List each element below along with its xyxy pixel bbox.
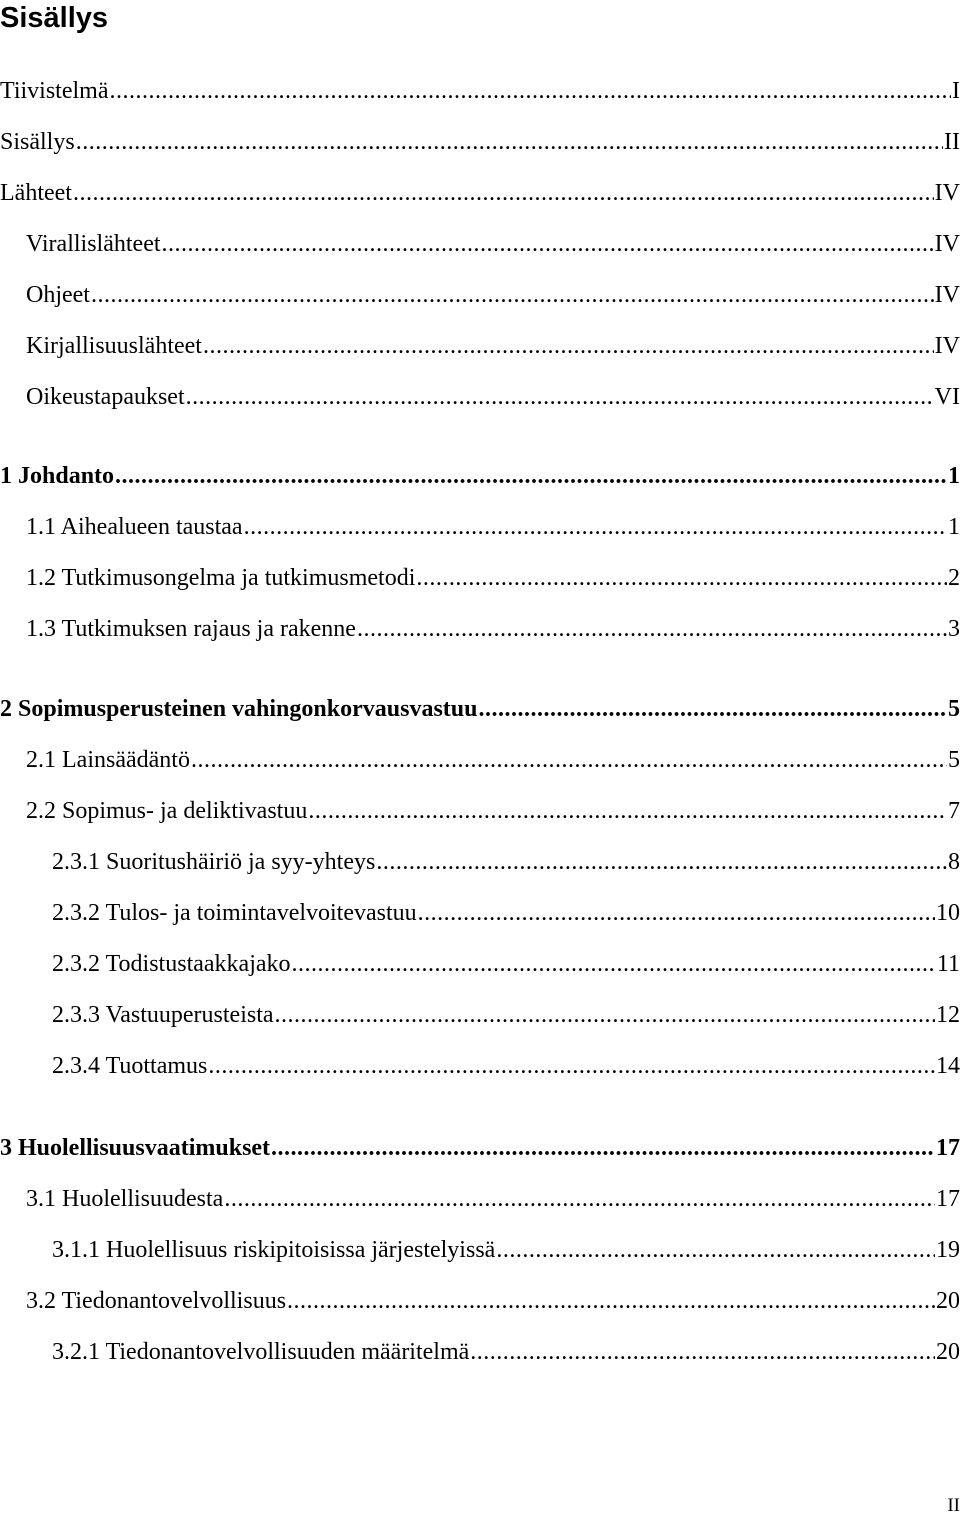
toc-leader	[470, 1335, 935, 1369]
toc-leader	[308, 794, 947, 828]
toc-entry-title: 2.3.2 Tulos- ja toimintavelvoitevastuu	[52, 900, 417, 926]
toc-entry-title: Virallislähteet	[26, 231, 161, 257]
toc-leader	[76, 125, 943, 159]
toc-entry-johdanto[interactable]	[0, 459, 960, 493]
toc-entry-title: 2.3.4 Tuottamus	[52, 1053, 208, 1079]
toc-entry-title: 2.1 Lainsäädäntö	[26, 747, 190, 773]
toc-entry-title: 2 Sopimusperusteinen vahingonkorvausvastuu	[0, 696, 478, 722]
toc-entry-title: 3.2 Tiedonantovelvollisuus	[26, 1288, 287, 1314]
toc-entry-tiedonantovelvollisuuden-maaritelma[interactable]	[52, 1335, 960, 1369]
toc-entry-title: Lähteet	[0, 180, 72, 206]
toc-entry-title: Ohjeet	[26, 282, 90, 308]
toc-entry-page: 19	[936, 1237, 960, 1263]
toc-entry-page: 2	[948, 565, 960, 591]
toc-leader	[275, 998, 935, 1032]
toc-entry-riskipitoisissa[interactable]	[52, 1233, 960, 1267]
toc-entry-sopimus-ja-deliktivastuu[interactable]	[26, 794, 960, 828]
toc-entry-sisallys[interactable]	[0, 125, 960, 159]
toc-entry-title: 1.3 Tutkimuksen rajaus ja rakenne	[26, 616, 356, 642]
toc-entry-kirjallisuuslahteet[interactable]	[26, 329, 960, 363]
toc-entry-virallislahteet[interactable]	[26, 227, 960, 261]
toc-entry-tiivistelma[interactable]	[0, 74, 960, 108]
toc-entry-page: 5	[948, 747, 960, 773]
toc-leader	[91, 278, 934, 312]
toc-entry-page: IV	[934, 333, 960, 359]
toc-entry-page: 11	[936, 951, 960, 977]
toc-entry-page: VI	[934, 384, 960, 410]
toc-leader	[186, 380, 934, 414]
toc-entry-page: II	[944, 129, 960, 155]
toc-entry-page: 1	[948, 514, 960, 540]
toc-entry-title: 2.3.3 Vastuuperusteista	[52, 1002, 274, 1028]
toc-entry-title: 1.2 Tutkimusongelma ja tutkimusmetodi	[26, 565, 416, 591]
toc-entry-title: Tiivistelmä	[0, 78, 109, 104]
toc-leader	[203, 329, 934, 363]
toc-entry-title: 1.1 Aihealueen taustaa	[26, 514, 243, 540]
toc-entry-page: 10	[936, 900, 960, 926]
toc-entry-page: 1	[948, 463, 960, 489]
toc-entry-title: Oikeustapaukset	[26, 384, 185, 410]
toc-entry-title: 3.1.1 Huolellisuus riskipitoisissa järjestelyissä	[52, 1237, 496, 1263]
toc-entry-page: 7	[948, 798, 960, 824]
toc-leader	[292, 947, 936, 981]
toc-entry-title: 3 Huolellisuusvaatimukset	[0, 1135, 271, 1161]
toc-entry-title: 2.3.2 Todistustaakkajako	[52, 951, 291, 977]
toc-entry-page: I	[952, 78, 960, 104]
toc-entry-tutkimusongelma[interactable]	[26, 561, 960, 595]
toc-entry-page: 17	[936, 1135, 960, 1161]
toc-leader	[244, 510, 947, 544]
toc-entry-huolellisuudesta[interactable]	[26, 1182, 960, 1216]
toc-entry-page: 5	[948, 696, 960, 722]
toc-entry-oikeustapaukset[interactable]	[26, 380, 960, 414]
toc-leader	[115, 459, 947, 493]
toc-entry-title: Sisällys	[0, 129, 75, 155]
toc-entry-page: IV	[934, 180, 960, 206]
toc-entry-lahteet[interactable]	[0, 176, 960, 210]
toc-leader	[418, 896, 935, 930]
toc-leader	[109, 74, 951, 108]
page-title: Sisällys	[0, 2, 109, 34]
toc-entry-page: 17	[936, 1186, 960, 1212]
toc-entry-page: 20	[936, 1288, 960, 1314]
toc-entry-page: 20	[936, 1339, 960, 1365]
toc-leader	[73, 176, 934, 210]
toc-entry-tulos-ja-toimintavelvoite[interactable]	[52, 896, 960, 930]
toc-entry-ohjeet[interactable]	[26, 278, 960, 312]
toc-entry-title: 3.2.1 Tiedonantovelvollisuuden määritelmä	[52, 1339, 470, 1365]
toc-leader	[224, 1182, 935, 1216]
toc-entry-title: Kirjallisuuslähteet	[26, 333, 202, 359]
toc-leader	[496, 1233, 935, 1267]
toc-entry-tuottamus[interactable]	[52, 1049, 960, 1083]
toc-entry-aihealueen-taustaa[interactable]	[26, 510, 960, 544]
toc-entry-title: 1 Johdanto	[0, 463, 115, 489]
toc-leader	[162, 227, 934, 261]
toc-leader	[376, 845, 947, 879]
toc-entry-todistustaakkajako[interactable]	[52, 947, 960, 981]
toc-leader	[287, 1284, 935, 1318]
toc-entry-page: IV	[934, 231, 960, 257]
toc-entry-page: 3	[948, 616, 960, 642]
toc-entry-rajaus-ja-rakenne[interactable]	[26, 612, 960, 646]
toc-entry-title: 2.3.1 Suoritushäiriö ja syy-yhteys	[52, 849, 376, 875]
toc-entry-page: 8	[948, 849, 960, 875]
toc-entry-page: IV	[934, 282, 960, 308]
toc-entry-page: 14	[936, 1053, 960, 1079]
toc-entry-title: 3.1 Huolellisuudesta	[26, 1186, 224, 1212]
toc-leader	[208, 1049, 935, 1083]
toc-leader	[191, 743, 947, 777]
page-number: II	[947, 1495, 960, 1516]
toc-leader	[271, 1131, 935, 1165]
toc-entry-vastuuperusteista[interactable]	[52, 998, 960, 1032]
toc-entry-title: 2.2 Sopimus- ja deliktivastuu	[26, 798, 308, 824]
toc-entry-suoritushairio[interactable]	[52, 845, 960, 879]
toc-entry-lainsaadanto[interactable]	[26, 743, 960, 777]
toc-leader	[478, 692, 947, 726]
toc-entry-tiedonantovelvollisuus[interactable]	[26, 1284, 960, 1318]
toc-leader	[416, 561, 947, 595]
toc-entry-sopimusperusteinen[interactable]	[0, 692, 960, 726]
toc-entry-page: 12	[936, 1002, 960, 1028]
toc-entry-huolellisuusvaatimukset[interactable]	[0, 1131, 960, 1165]
toc-leader	[357, 612, 947, 646]
